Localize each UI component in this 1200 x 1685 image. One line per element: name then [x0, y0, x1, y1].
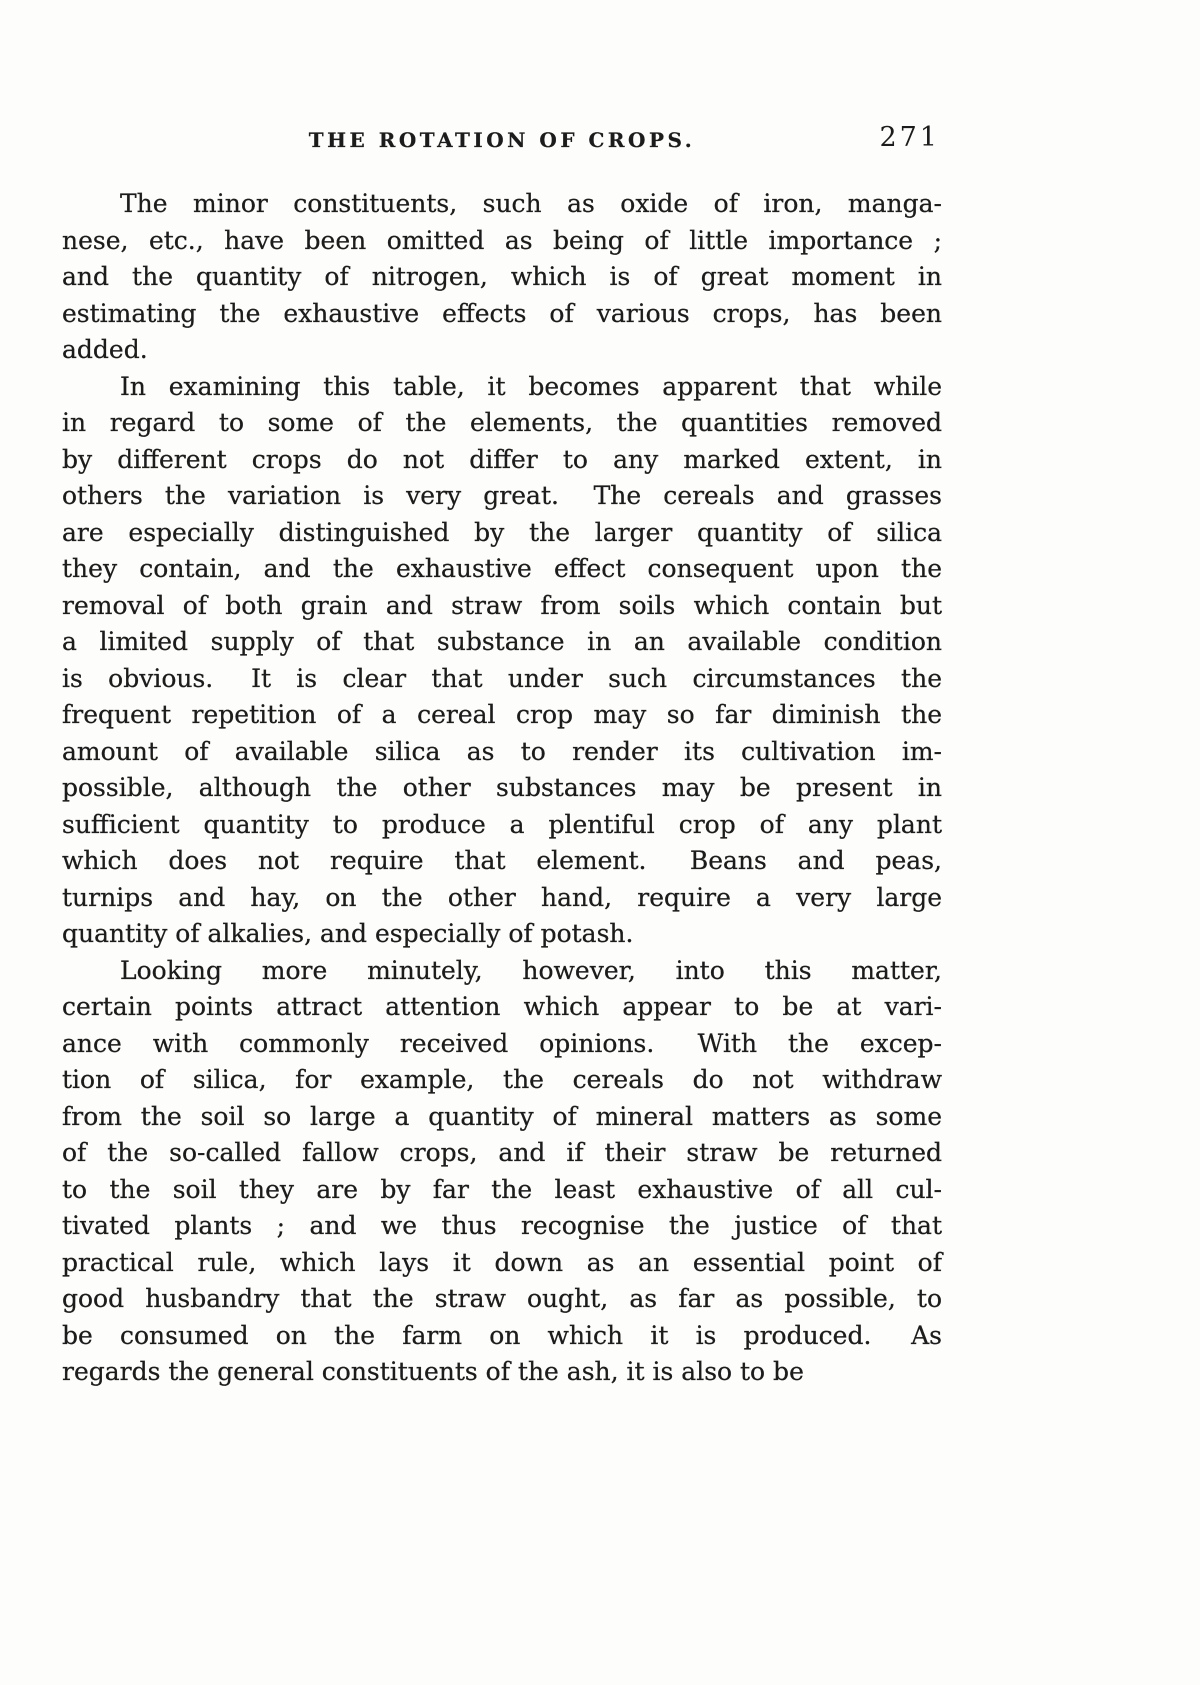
text-line: good husbandry that the straw ought, as far as possible, to — [62, 1284, 942, 1313]
text-line: frequent repetition of a cereal crop may so far diminish the — [62, 700, 942, 729]
text-line: certain points attract attention which appear to be at vari- — [62, 992, 942, 1021]
text-line: practical rule, which lays it down as an essential point of — [62, 1247, 942, 1277]
text-line: Looking more minutely, however, into this matter, — [120, 955, 942, 985]
text-line: by different crops do not differ to any marked extent, in — [62, 444, 942, 474]
text-body — [62, 186, 942, 1391]
text-line: tion of silica, for example, the cereals do not withdraw — [62, 1065, 942, 1094]
text-line: of the so-called fallow crops, and if their straw be returned — [62, 1138, 942, 1167]
text-line: nese, etc., have been omitted as being of little importance ; — [62, 225, 942, 255]
text-line: in regard to some of the elements, the quantities removed — [62, 408, 942, 437]
paragraph — [62, 369, 942, 953]
text-line: a limited supply of that substance in an available condition — [62, 627, 942, 656]
text-line: quantity of alkalies, and especially of potash. — [62, 919, 634, 948]
paragraph — [62, 186, 942, 369]
page-header — [62, 122, 942, 160]
text-line: and the quantity of nitrogen, which is of great moment in — [62, 262, 942, 291]
text-line: is obvious. It is clear that under such circumstances the — [62, 663, 942, 693]
text-line: removal of both grain and straw from soils which contain but — [62, 590, 942, 620]
text-line: turnips and hay, on the other hand, require a very large — [62, 882, 942, 912]
page-number: 271 — [879, 122, 940, 153]
running-title: THE ROTATION OF CROPS. — [308, 128, 696, 152]
text-line: estimating the exhaustive effects of various crops, has been — [62, 298, 942, 328]
text-line: from the soil so large a quantity of mineral matters as some — [62, 1101, 942, 1131]
text-line: tivated plants ; and we thus recognise the justice of that — [62, 1211, 942, 1240]
text-line: In examining this table, it becomes apparent that while — [120, 371, 942, 401]
text-line: to the soil they are by far the least exhaustive of all cul- — [62, 1174, 942, 1204]
text-line: which does not require that element. Beans and peas, — [62, 846, 942, 875]
text-line: ance with commonly received opinions. With the excep- — [62, 1028, 942, 1058]
text-line: amount of available silica as to render its cultivation im- — [62, 736, 942, 766]
text-line: regards the general constituents of the ash, it is also to be — [62, 1357, 804, 1386]
text-line: The minor constituents, such as oxide of iron, manga- — [120, 189, 942, 218]
book-page — [62, 0, 942, 1391]
text-line: sufficient quantity to produce a plentiful crop of any plant — [62, 809, 942, 839]
text-line: added. — [62, 335, 148, 364]
text-line: are especially distinguished by the larger quantity of silica — [62, 517, 942, 547]
text-line: they contain, and the exhaustive effect consequent upon the — [62, 554, 942, 583]
text-line: be consumed on the farm on which it is produced. As — [62, 1320, 942, 1350]
paragraph — [62, 953, 942, 1391]
text-line: others the variation is very great. The cereals and grasses — [62, 481, 942, 510]
text-line: possible, although the other substances may be present in — [62, 773, 942, 802]
